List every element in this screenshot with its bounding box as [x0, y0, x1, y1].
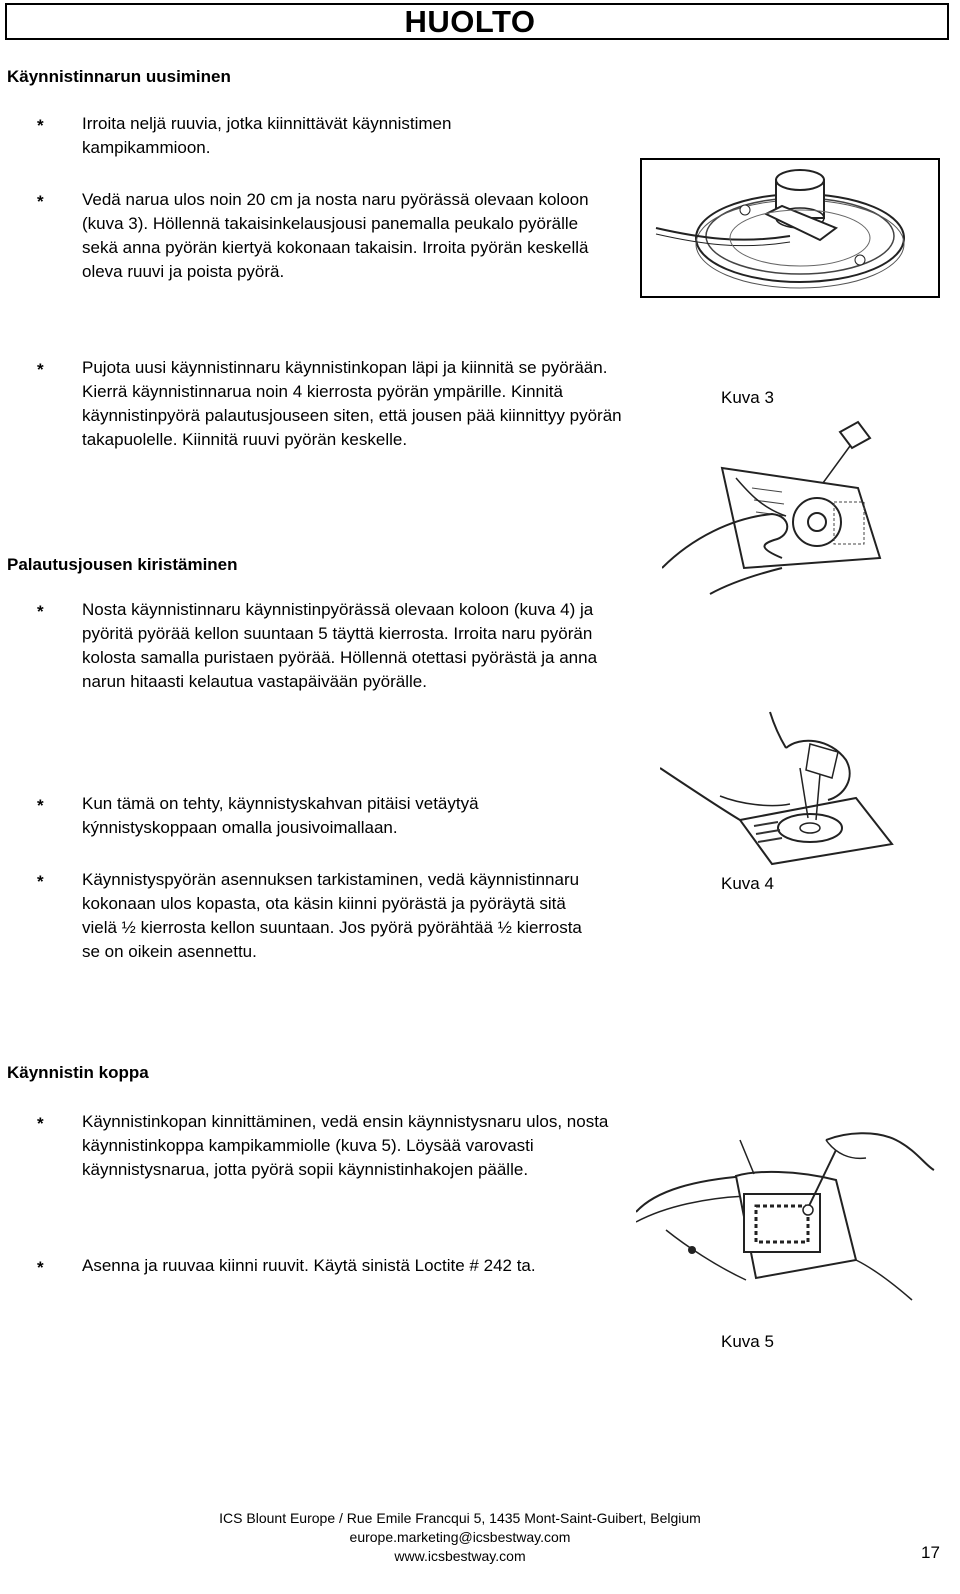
- footer-address: ICS Blount Europe / Rue Emile Francqui 5, 1435 Mont-Saint-Guibert, Belgium: [219, 1510, 701, 1526]
- bullet-marker: *: [37, 796, 44, 815]
- bullet-marker: *: [37, 602, 44, 621]
- section-heading-starter-housing: Käynnistin koppa: [7, 1063, 149, 1082]
- page-number: 17: [921, 1543, 940, 1562]
- bullet-text: Pujota uusi käynnistinnaru käynnistinkopan läpi ja kiinnitä se pyörään. Kierrä käynnistinnarua noin 4 kierrosta pyörän ympärille. Kinnitä käynnistinpyörä palautusjouseen siten, että jousen pää kiinnittyy pyörän takapuolelle. Kiinnitä ruuvi pyörän keskelle.: [82, 358, 622, 449]
- footer-email[interactable]: europe.marketing@icsbestway.com: [349, 1529, 571, 1545]
- bullet-text: Kun tämä on tehty, käynnistyskahvan pitäisi vetäytyä kýnnistyskoppaan omalla jousivoimallaan.: [82, 794, 479, 837]
- starter-housing-illustration: [636, 1110, 936, 1306]
- starter-recoil-illustration: [662, 418, 890, 603]
- bullet-marker: *: [37, 872, 44, 891]
- bullet-text: Asenna ja ruuvaa kiinni ruuvit. Käytä sinistä Loctite # 242 ta.: [82, 1256, 536, 1275]
- bullet-text: Nosta käynnistinnaru käynnistinpyörässä olevaan koloon (kuva 4) ja pyöritä pyörää kellon suuntaan 5 täyttä kierrosta. Irroita naru pyörän kolosta samalla puristaen pyörää. Höllennä otettasi pyörästä ja anna narun hitaasti kelautua vastapäivään pyörälle.: [82, 600, 598, 691]
- bullet-text: Käynnistyspyörän asennuksen tarkistaminen, vedä käynnistinnaru kokonaan ulos kopasta, ota käsin kiinni pyörästä ja pyöräytä sitä vielä ½ kierrosta kellon suuntaan. Jos pyörä pyörähtää ½ kierrosta se on oikein asennettu.: [82, 870, 582, 961]
- bullet-text: Käynnistinkopan kinnittäminen, vedä ensin käynnistysnaru ulos, nosta käynnistinkoppa kampikammiolle (kuva 5). Löysää varovasti käynnistysnarua, jotta pyörä sopii käynnistinhakojen päälle.: [82, 1112, 609, 1179]
- bullet-marker: *: [37, 192, 44, 211]
- spring-tension-illustration: [660, 708, 900, 866]
- bullet-marker: *: [37, 116, 44, 135]
- figure-caption: Kuva 3: [721, 388, 774, 407]
- section-heading-recoil-spring: Palautusjousen kiristäminen: [7, 555, 238, 574]
- bullet-text: Irroita neljä ruuvia, jotka kiinnittävät käynnistimen kampikammioon.: [82, 114, 452, 157]
- bullet-marker: *: [37, 360, 44, 379]
- bullet-text: Vedä narua ulos noin 20 cm ja nosta naru pyörässä olevaan koloon (kuva 3). Höllennä takaisinkelausjousi panemalla peukalo pyörälle sekä anna pyörän kiertyä kokonaan takaisin. Irroita pyörän keskellä oleva ruuvi ja poista pyörä.: [82, 190, 589, 281]
- page-title: HUOLTO: [404, 4, 536, 39]
- pulley-illustration: [640, 158, 940, 298]
- figure-caption: Kuva 4: [721, 874, 774, 893]
- bullet-marker: *: [37, 1114, 44, 1133]
- figure-caption: Kuva 5: [721, 1332, 774, 1351]
- bullet-marker: *: [37, 1258, 44, 1277]
- footer-website[interactable]: www.icsbestway.com: [394, 1548, 526, 1564]
- section-heading-starter-rope: Käynnistinnarun uusiminen: [7, 67, 231, 86]
